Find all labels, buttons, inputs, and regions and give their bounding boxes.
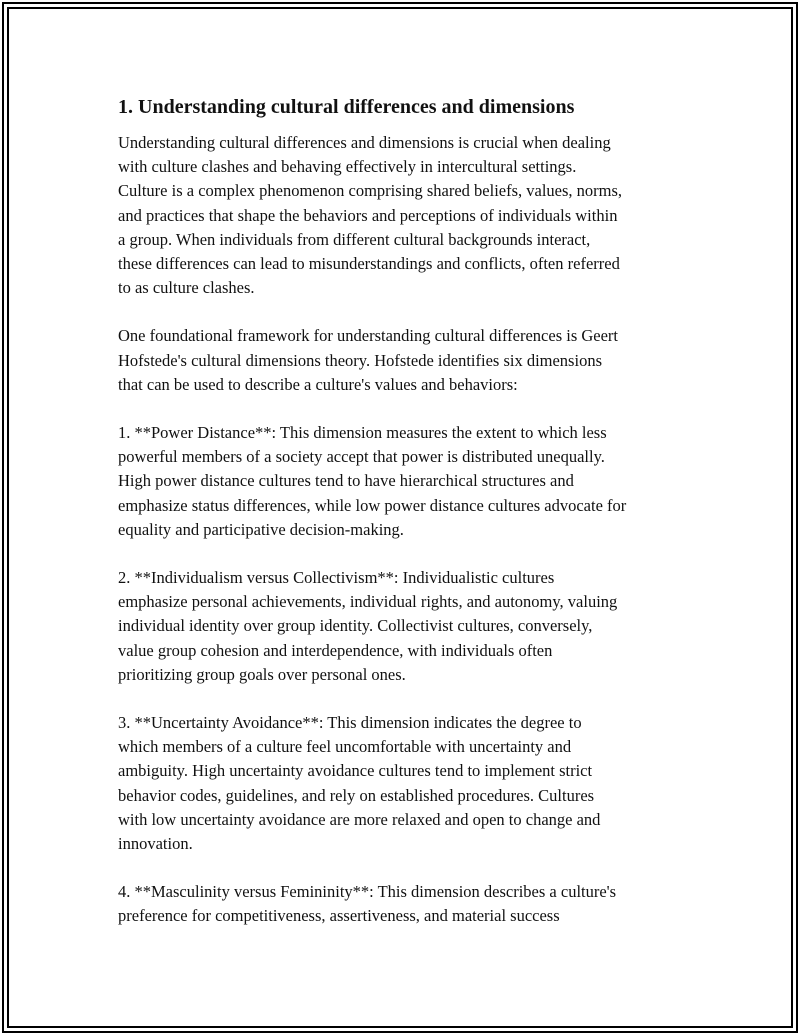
paragraph-individualism: 2. **Individualism versus Collectivism**: Individualistic cultures emphasize personal achievements, individual rights, and autonomy, valuing individual identity over group identity. Collectivist cultures, conversely, value group cohesion and interdependence, with individuals often prioritizing group goals over personal ones. [118,568,618,684]
paragraph-masculinity: 4. **Masculinity versus Femininity**: This dimension describes a culture's preference for competitiveness, assertiveness, and material success [118,882,617,926]
paragraph-intro: Understanding cultural differences and dimensions is crucial when dealing with culture clashes and behaving effectively in intercultural settings. Culture is a complex phenomenon comprising shared beliefs, values, norms, and practices that shape the behaviors and perceptions of individuals within a group. When individuals from different cultural backgrounds interact, these differences can lead to misunderstandings and conflicts, often referred to as culture clashes. [118,133,623,298]
paragraph-hofstede: One foundational framework for understanding cultural differences is Geert Hofstede's cultural dimensions theory. Hofstede identifies six dimensions that can be used to describe a culture's values and behaviors: [118,326,619,394]
section-heading: 1. Understanding cultural differences and dimensions [118,96,575,118]
paragraph-uncertainty-avoidance: 3. **Uncertainty Avoidance**: This dimension indicates the degree to which members of a culture feel uncomfortable with uncertainty and ambiguity. High uncertainty avoidance cultures tend to implement strict behavior codes, guidelines, and rely on established procedures. Cultures with low uncertainty avoidance are more relaxed and open to change and innovation. [118,713,601,854]
paragraph-power-distance: 1. **Power Distance**: This dimension measures the extent to which less powerful members of a society accept that power is distributed unequally. High power distance cultures tend to have hierarchical structures and emphasize status differences, while low power distance cultures advocate for equality and participative decision-making. [118,423,627,539]
document-body [118,94,698,953]
